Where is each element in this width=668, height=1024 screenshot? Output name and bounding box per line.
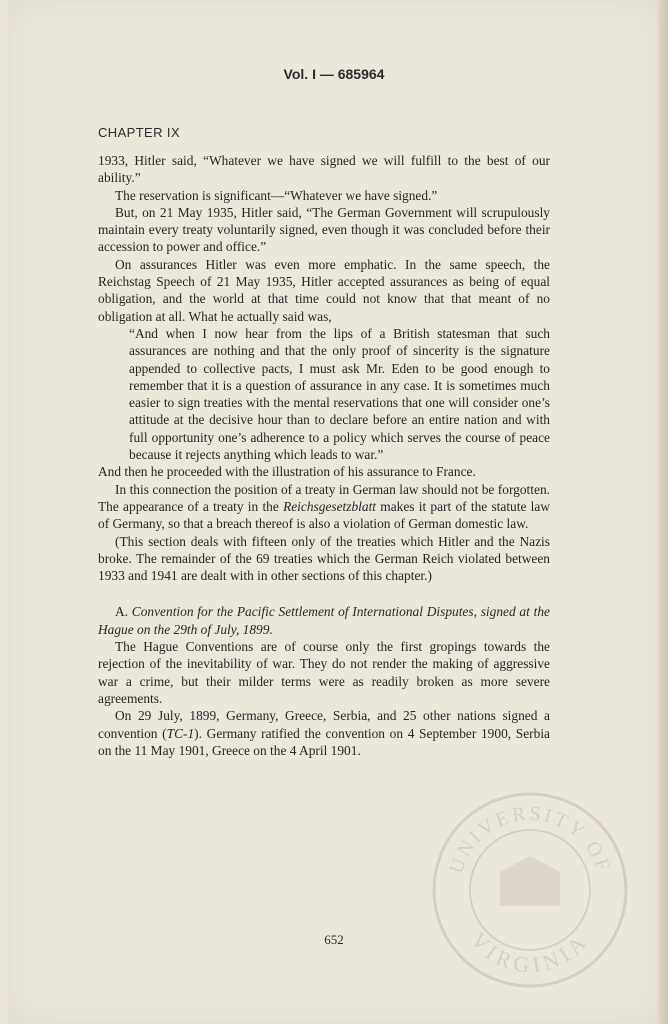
page-edge <box>658 0 668 1024</box>
seal-text-top: UNIVERSITY OF <box>445 802 615 877</box>
paragraph-5: And then he proceeded with the illustration of his assurance to France. <box>98 464 476 480</box>
svg-text:VIRGINIA <box>466 927 594 977</box>
chapter-heading: CHAPTER IX <box>98 125 181 140</box>
paragraph-9-text-a: On 29 July, 1899, Germany, Greece, Serbia, and 25 other nations signed a convention ( <box>98 708 550 741</box>
seal-text-bottom: VIRGINIA <box>466 927 594 978</box>
section-heading <box>98 603 550 638</box>
block-quote: “And when I now hear from the lips of a British statesman that such assurances are nothing and that the only proof of sincerity is the signature appended to collective pacts, I must ask Mr. Eden to be good enough to remember that it is a question of assurance in any case. It is sometimes much easier to sign treaties with the mental reservations that one will consider one’s attitude at the decisive hour than to declare before an entire nation and with full opportunity one’s adherence to a policy which serves the course of peace because it rejects anything which leads to war.” <box>129 325 550 463</box>
paragraph-9 <box>98 707 550 759</box>
paragraph-1: 1933, Hitler said, “Whatever we have signed we will fulfill to the best of our ability.” <box>98 153 550 186</box>
body-text <box>98 152 550 759</box>
paragraph-4: On assurances Hitler was even more emphatic. In the same speech, the Reichstag Speech of 21 May 1935, Hitler accepted assurances as being of equal obligation, and the world at that time could not know that that meant of no obligation at all. What he actually said was, <box>98 256 550 324</box>
paragraph-6 <box>98 481 550 533</box>
page-number: 652 <box>324 932 344 947</box>
paragraph-7: (This section deals with fifteen only of the treaties which Hitler and the Nazis broke. The remainder of the 69 treaties which the German Reich violated between 1933 and 1941 are dealt with in other sections of this chapter.) <box>98 533 550 584</box>
university-seal-watermark <box>430 790 630 990</box>
paragraph-6-text-b: makes it part of the statute law of Germany, so that a breach thereof is also a violation of German domestic law. <box>98 498 550 532</box>
document-reference: TC-1 <box>166 725 195 741</box>
paragraph-2: The reservation is significant—“Whatever we have signed.” <box>115 187 438 203</box>
section-label: A. <box>115 604 132 620</box>
paragraph-8: The Hague Conventions are of course only the first gropings towards the rejection of the inevitability of war. They do not render the making of aggressive war a crime, but their milder terms were as readily broken as more severe agreements. <box>98 639 550 706</box>
paragraph-3: But, on 21 May 1935, Hitler said, “The German Government will scrupulously maintain every treaty voluntarily signed, even though it was concluded before their accession to power and office.” <box>98 204 550 255</box>
page-header: Vol. I — 685964 <box>283 66 385 82</box>
reichsgesetzblatt-term: Reichsgesetzblatt <box>283 498 377 514</box>
paragraph-6-text-a: In this connection the position of a treaty in German law should not be forgotten. The appearance of a treaty in the <box>98 481 550 514</box>
section-title: Convention for the Pacific Settlement of International Disputes, signed at the Hague on the 29th of July, 1899. <box>98 604 550 637</box>
paragraph-9-text-b: ). Germany ratified the convention on 4 September 1900, Serbia on the 11 May 1901, Greece on the 4 April 1901. <box>98 725 550 758</box>
